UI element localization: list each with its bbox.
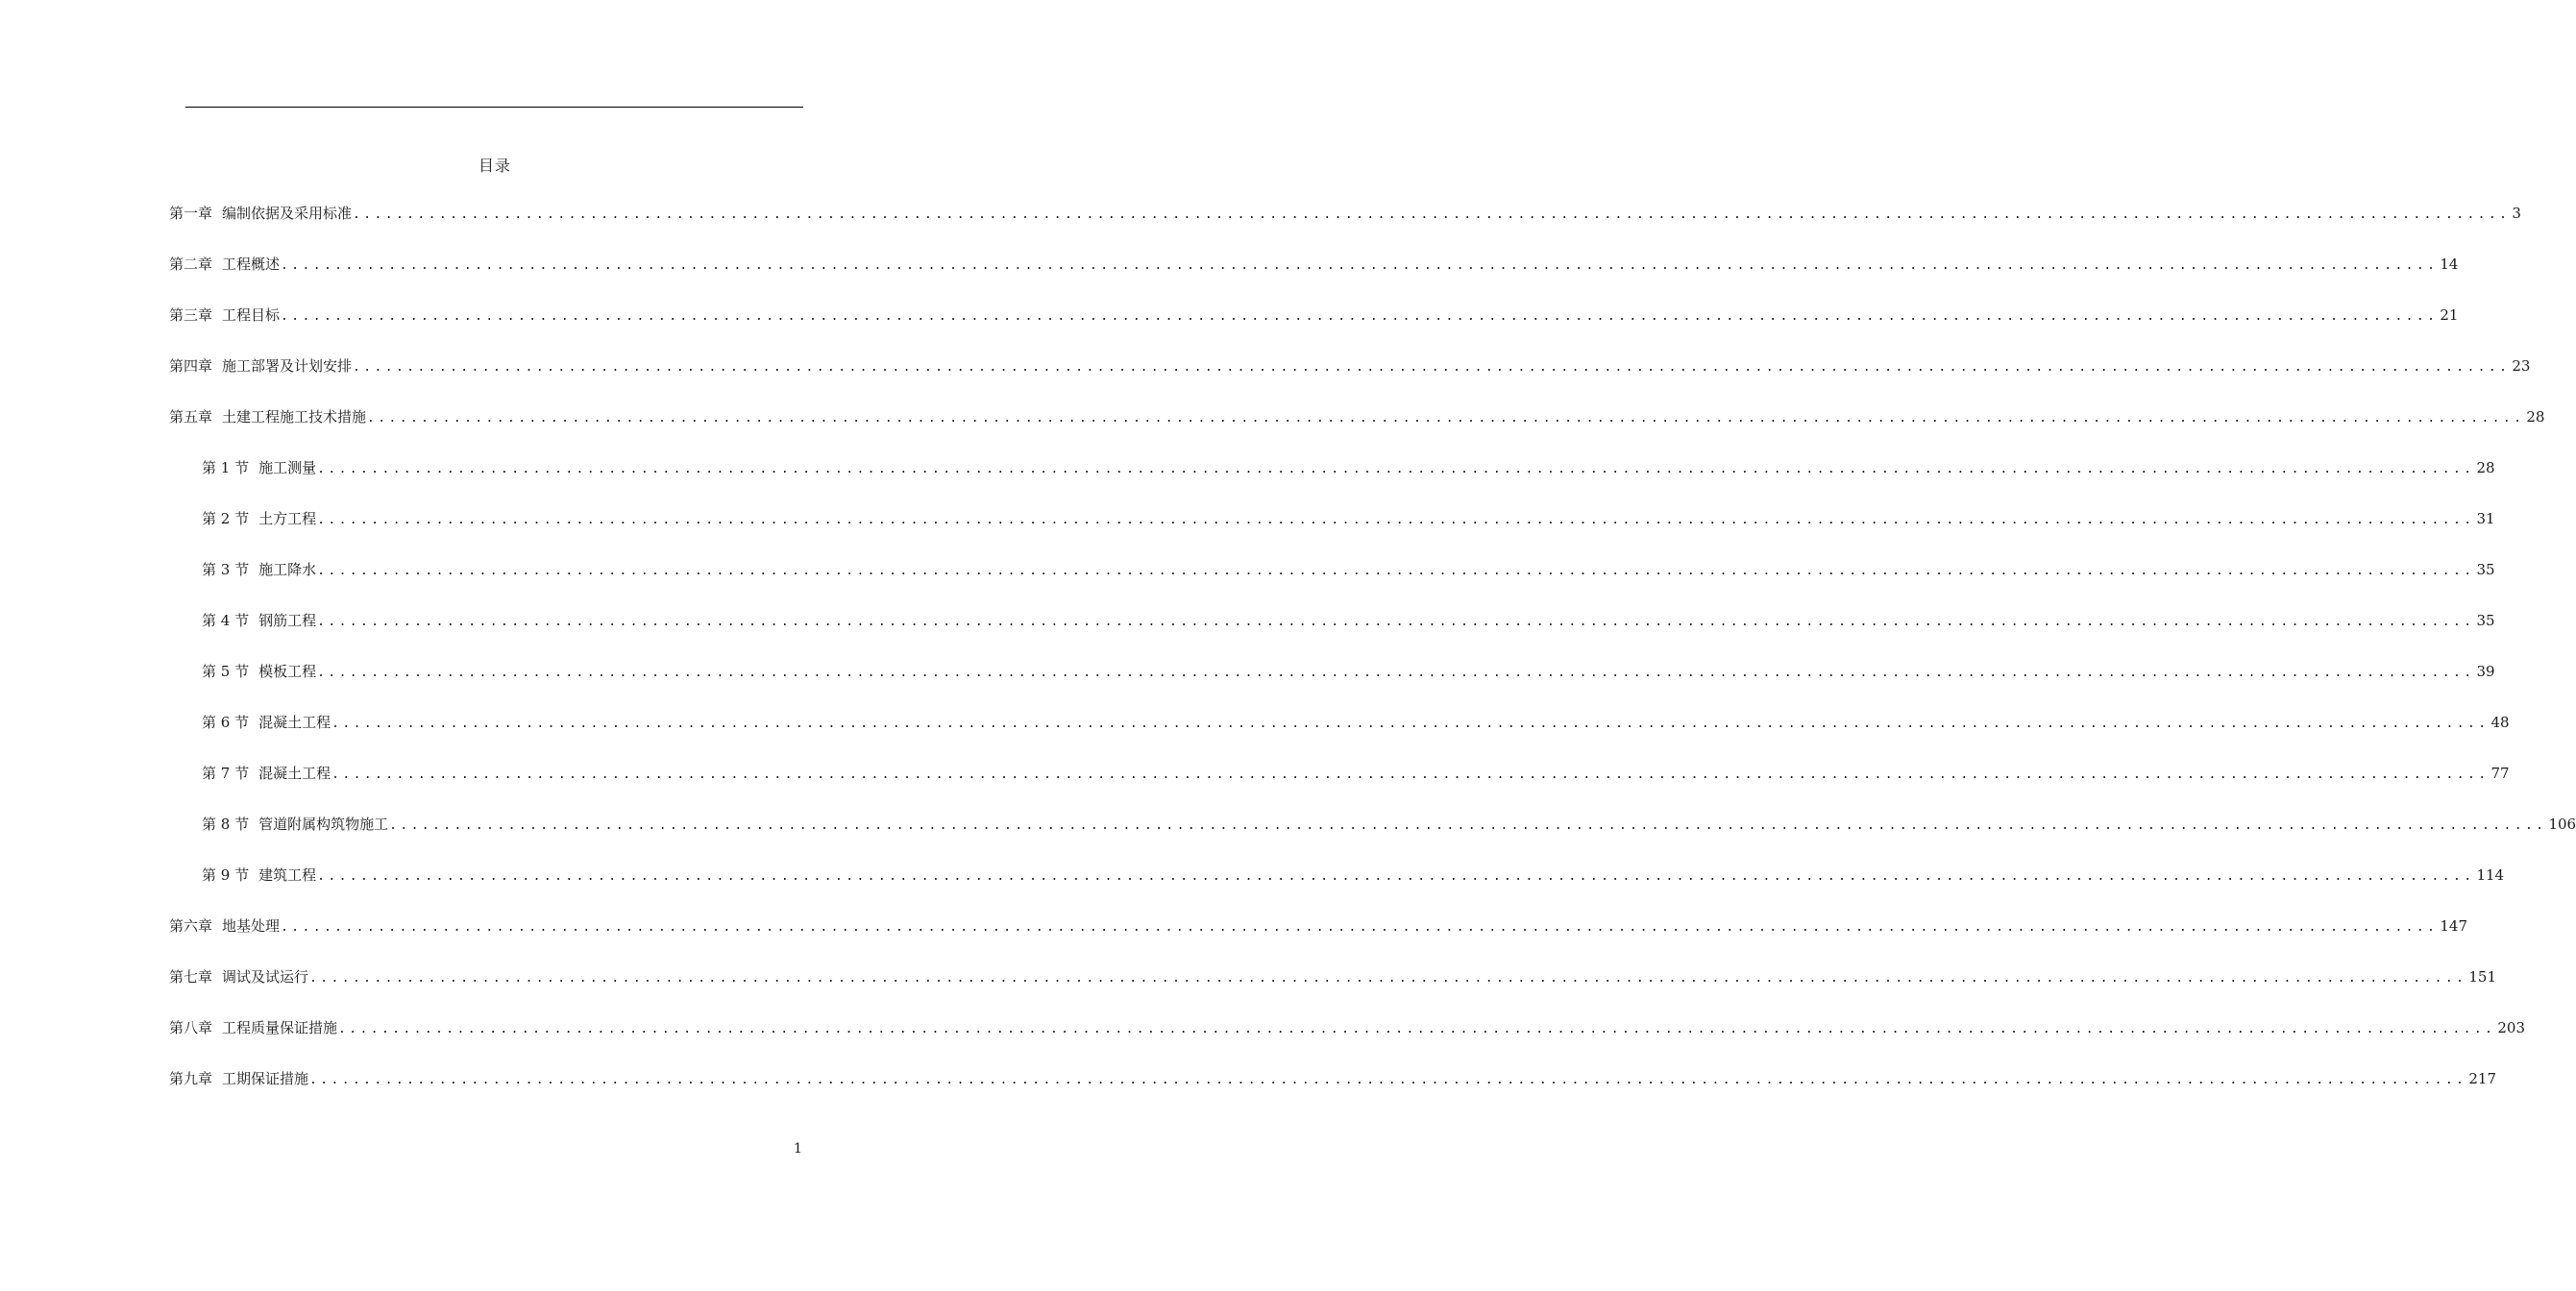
toc-dot-leader: ........................................................................................................................................................................................................: [281, 920, 2439, 935]
toc-entry-title: 施工测量: [258, 459, 317, 476]
toc-chapter-entry[interactable]: [169, 1017, 2526, 1068]
toc-section-entry[interactable]: [169, 814, 2576, 865]
toc-entry-number: 第六章: [169, 917, 213, 935]
toc-entry-title: 管道附属构筑物施工: [258, 816, 389, 833]
toc-section-entry[interactable]: [169, 610, 2495, 661]
toc-entry-title: 编制依据及采用标准: [222, 205, 353, 222]
toc-entry-title: 施工部署及计划安排: [222, 357, 353, 375]
toc-chapter-entry[interactable]: [169, 304, 2459, 355]
toc-entry-title: 模板工程: [258, 663, 317, 680]
toc-dot-leader: ........................................................................................................................................................................................................: [309, 1073, 2467, 1087]
toc-entry-page: 28: [2526, 408, 2545, 426]
toc-dot-leader: ........................................................................................................................................................................................................: [317, 462, 2475, 476]
toc-entry-number: 第 6 节: [202, 714, 250, 731]
toc-entry-title: 土建工程施工技术措施: [222, 408, 367, 426]
toc-dot-leader: ........................................................................................................................................................................................................: [281, 309, 2439, 324]
toc-entry-title: 工期保证措施: [222, 1070, 309, 1087]
table-of-contents: [169, 203, 2576, 1119]
page-number: 1: [794, 1141, 802, 1157]
toc-section-entry[interactable]: [169, 712, 2510, 763]
toc-dot-leader: ........................................................................................................................................................................................................: [317, 564, 2475, 578]
toc-entry-title: 施工降水: [258, 561, 317, 578]
toc-entry-number: 第 8 节: [202, 816, 250, 833]
toc-chapter-entry[interactable]: [169, 406, 2545, 457]
toc-entry-title: 地基处理: [222, 917, 281, 935]
toc-dot-leader: ........................................................................................................................................................................................................: [309, 971, 2467, 986]
toc-entry-page: 106: [2548, 816, 2576, 833]
toc-dot-leader: ........................................................................................................................................................................................................: [353, 360, 2511, 375]
toc-entry-page: 23: [2512, 357, 2531, 375]
toc-entry-title: 土方工程: [258, 510, 317, 527]
toc-entry-page: 203: [2497, 1019, 2526, 1036]
toc-section-entry[interactable]: [169, 661, 2495, 712]
toc-entry-number: 第七章: [169, 968, 213, 986]
toc-entry-page: 217: [2468, 1070, 2497, 1087]
toc-entry-title: 混凝土工程: [258, 765, 331, 782]
toc-entry-page: 77: [2490, 765, 2510, 782]
toc-section-entry[interactable]: [169, 865, 2505, 915]
toc-section-entry[interactable]: [169, 763, 2510, 814]
toc-entry-title: 建筑工程: [258, 866, 317, 884]
toc-dot-leader: ........................................................................................................................................................................................................: [331, 767, 2490, 782]
toc-entry-number: 第三章: [169, 306, 213, 324]
toc-entry-title: 调试及试运行: [222, 968, 309, 986]
toc-dot-leader: ........................................................................................................................................................................................................: [367, 411, 2525, 426]
toc-entry-page: 31: [2476, 510, 2495, 527]
toc-title: 目录: [478, 157, 511, 175]
toc-entry-title: 工程目标: [222, 306, 281, 324]
toc-dot-leader: ........................................................................................................................................................................................................: [353, 207, 2511, 222]
toc-entry-number: 第八章: [169, 1019, 213, 1036]
toc-chapter-entry[interactable]: [169, 355, 2531, 406]
toc-entry-page: 48: [2490, 714, 2510, 731]
toc-entry-number: 第 5 节: [202, 663, 250, 680]
toc-entry-page: 114: [2476, 866, 2505, 884]
toc-entry-number: 第 4 节: [202, 612, 250, 629]
toc-section-entry[interactable]: [169, 559, 2495, 610]
toc-dot-leader: ........................................................................................................................................................................................................: [317, 615, 2475, 629]
toc-entry-number: 第二章: [169, 256, 213, 273]
toc-entry-page: 151: [2468, 968, 2497, 986]
toc-dot-leader: ........................................................................................................................................................................................................: [317, 666, 2475, 680]
toc-entry-number: 第五章: [169, 408, 213, 426]
toc-chapter-entry[interactable]: [169, 254, 2459, 304]
toc-chapter-entry[interactable]: [169, 915, 2468, 966]
toc-entry-page: 14: [2440, 256, 2459, 273]
toc-entry-number: 第九章: [169, 1070, 213, 1087]
toc-chapter-entry[interactable]: [169, 203, 2521, 254]
toc-entry-number: 第 7 节: [202, 765, 250, 782]
toc-dot-leader: ........................................................................................................................................................................................................: [389, 818, 2547, 833]
toc-entry-title: 工程质量保证措施: [222, 1019, 338, 1036]
toc-dot-leader: ........................................................................................................................................................................................................: [338, 1022, 2496, 1036]
toc-entry-page: 39: [2476, 663, 2495, 680]
toc-entry-page: 28: [2476, 459, 2495, 476]
toc-dot-leader: ........................................................................................................................................................................................................: [317, 513, 2475, 527]
toc-entry-number: 第 1 节: [202, 459, 250, 476]
toc-entry-number: 第 3 节: [202, 561, 250, 578]
toc-entry-page: 21: [2440, 306, 2459, 324]
toc-entry-title: 钢筋工程: [258, 612, 317, 629]
toc-dot-leader: ........................................................................................................................................................................................................: [317, 869, 2475, 884]
toc-entry-number: 第四章: [169, 357, 213, 375]
toc-entry-page: 35: [2476, 561, 2495, 578]
toc-entry-number: 第一章: [169, 205, 213, 222]
toc-dot-leader: ........................................................................................................................................................................................................: [331, 717, 2490, 731]
header-rule: [185, 107, 803, 108]
toc-entry-title: 混凝土工程: [258, 714, 331, 731]
toc-chapter-entry[interactable]: [169, 966, 2497, 1017]
toc-entry-title: 工程概述: [222, 256, 281, 273]
toc-entry-page: 147: [2440, 917, 2468, 935]
toc-dot-leader: ........................................................................................................................................................................................................: [281, 258, 2439, 273]
toc-entry-page: 3: [2512, 205, 2521, 222]
toc-entry-page: 35: [2476, 612, 2495, 629]
toc-entry-number: 第 9 节: [202, 866, 250, 884]
toc-section-entry[interactable]: [169, 457, 2495, 508]
toc-entry-number: 第 2 节: [202, 510, 250, 527]
toc-chapter-entry[interactable]: [169, 1068, 2497, 1119]
toc-section-entry[interactable]: [169, 508, 2495, 559]
